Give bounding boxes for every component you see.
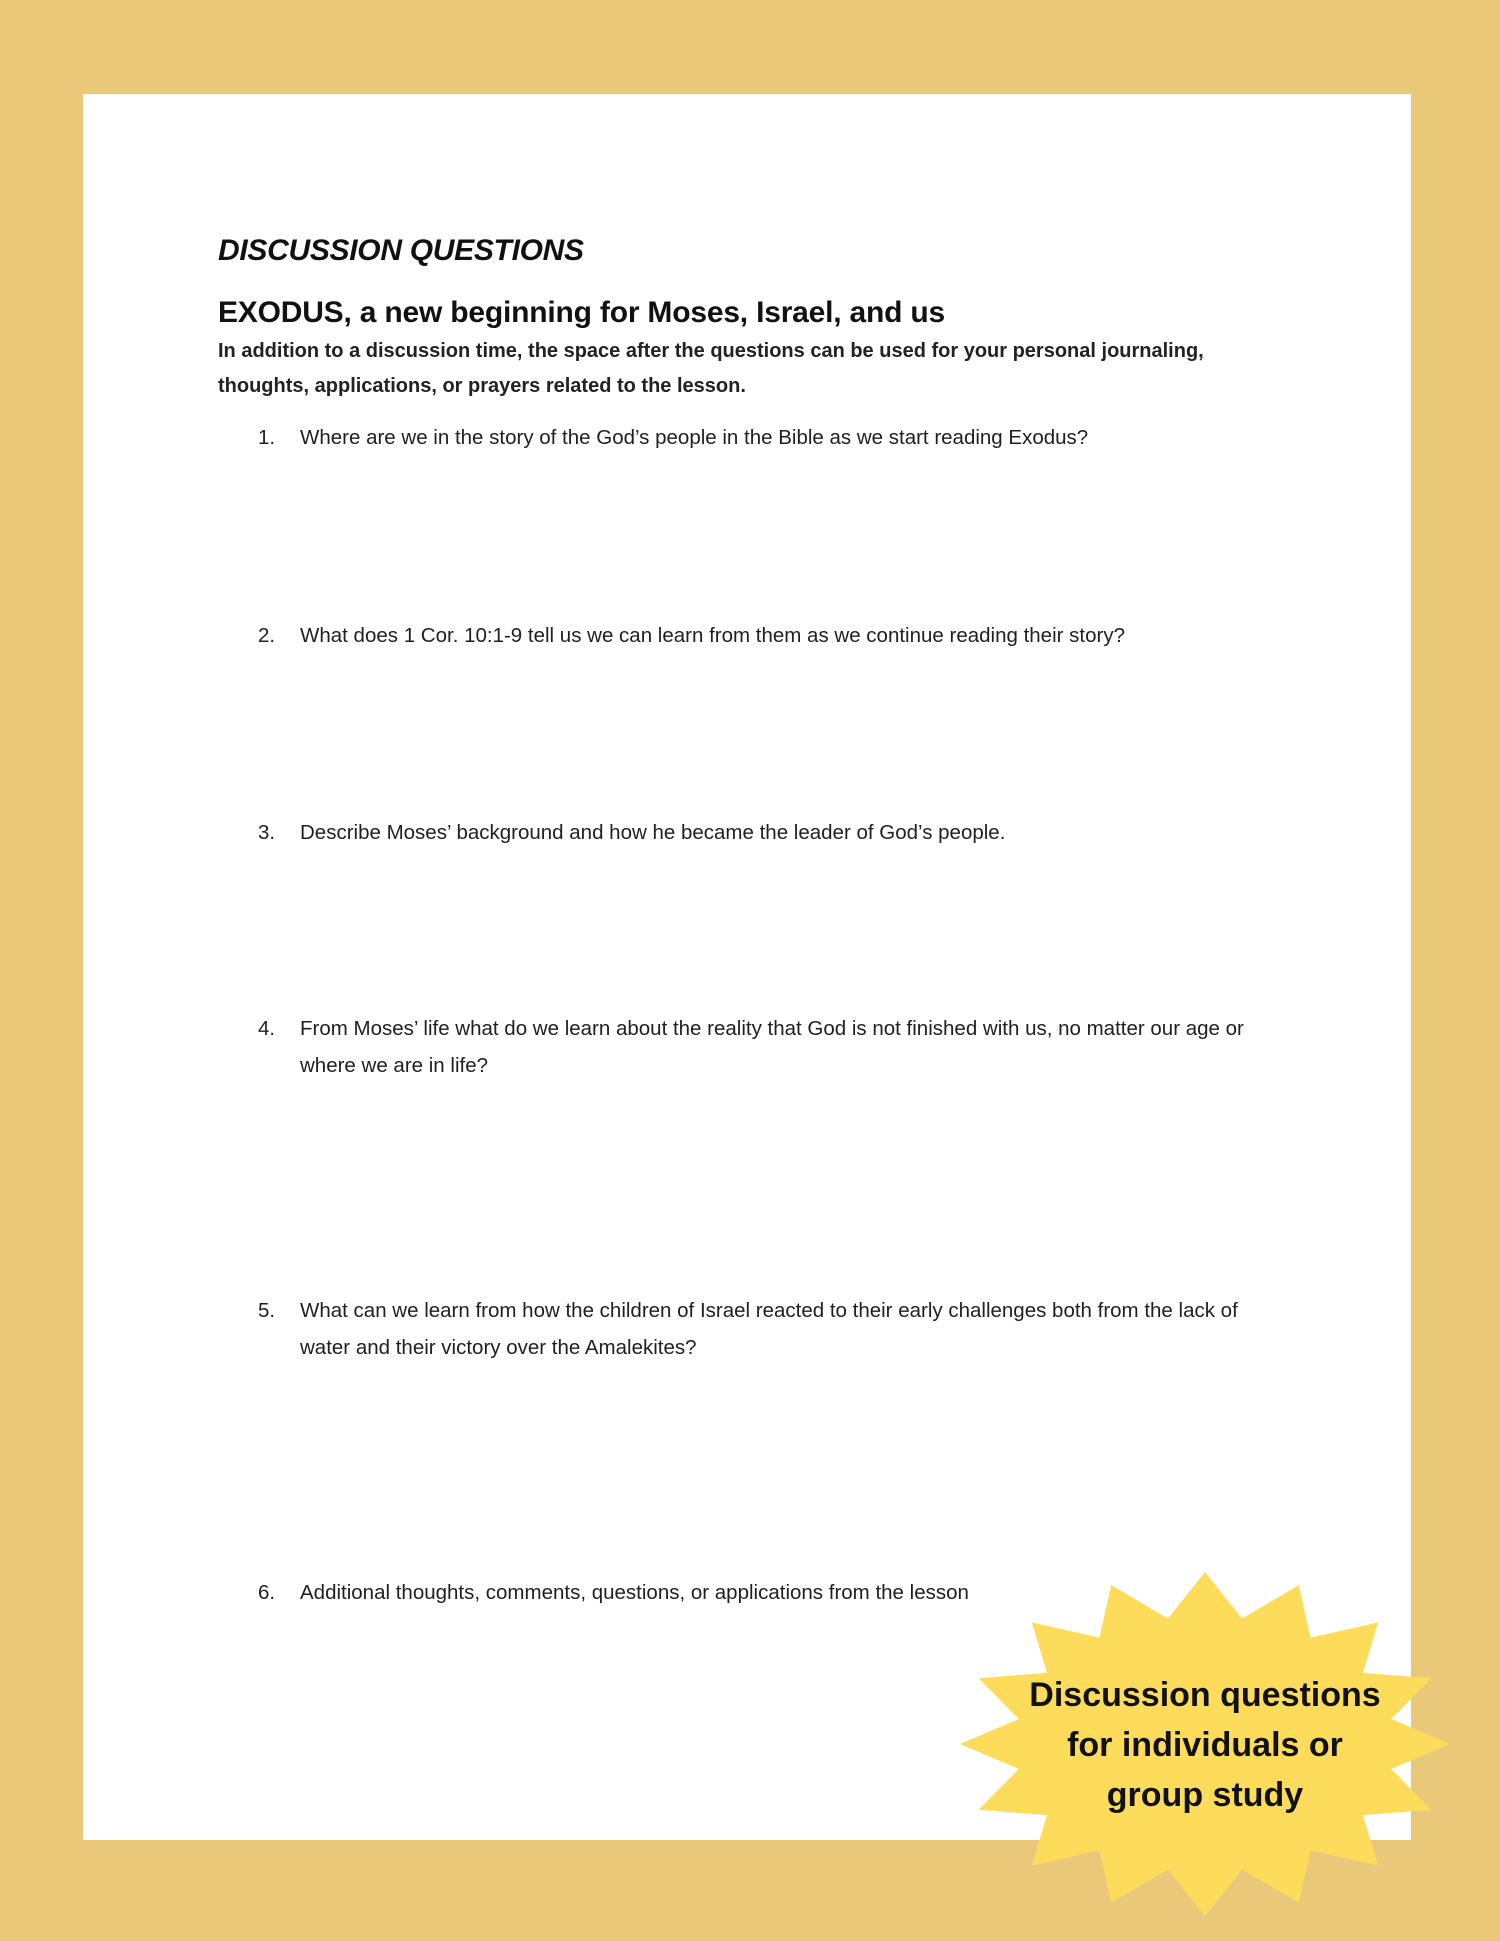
badge-line-3: group study bbox=[1106, 1776, 1304, 1814]
question-number: 1. bbox=[258, 426, 276, 449]
question-number: 6. bbox=[258, 1581, 276, 1604]
document-intro: In addition to a discussion time, the space after the questions can be used for your personal journaling, thoughts, applications, or prayers related to the lesson. bbox=[218, 340, 1204, 397]
question-item-1 bbox=[258, 419, 1258, 456]
document-content bbox=[218, 234, 1318, 404]
question-number: 2. bbox=[258, 624, 276, 647]
document-heading: DISCUSSION QUESTIONS bbox=[218, 234, 584, 267]
question-number: 5. bbox=[258, 1299, 276, 1322]
document-title: EXODUS, a new beginning for Moses, Israel, and us bbox=[218, 296, 946, 329]
question-text: What does 1 Cor. 10:1-9 tell us we can learn from them as we continue reading their story? bbox=[300, 624, 1125, 647]
question-text: Additional thoughts, comments, questions, or applications from the lesson bbox=[300, 1581, 969, 1604]
question-text: Where are we in the story of the God’s people in the Bible as we start reading Exodus? bbox=[300, 426, 1089, 449]
question-text: Describe Moses’ background and how he became the leader of God’s people. bbox=[300, 821, 1006, 844]
question-item-5 bbox=[258, 1292, 1258, 1366]
badge-label bbox=[1010, 1670, 1400, 1820]
question-item-4 bbox=[258, 1010, 1258, 1084]
badge-line-1: Discussion questions bbox=[1029, 1676, 1381, 1714]
starburst-badge bbox=[958, 1570, 1452, 1918]
question-item-2 bbox=[258, 617, 1258, 654]
question-text: What can we learn from how the children of Israel reacted to their early challenges both from the lack of water and their victory over the Amalekites? bbox=[300, 1299, 1238, 1359]
question-number: 3. bbox=[258, 821, 276, 844]
question-item-3 bbox=[258, 814, 1258, 851]
badge-line-2: for individuals or bbox=[1067, 1726, 1343, 1764]
question-number: 4. bbox=[258, 1017, 276, 1040]
question-text: From Moses’ life what do we learn about the reality that God is not finished with us, no matter our age or where we are in life? bbox=[300, 1017, 1244, 1077]
